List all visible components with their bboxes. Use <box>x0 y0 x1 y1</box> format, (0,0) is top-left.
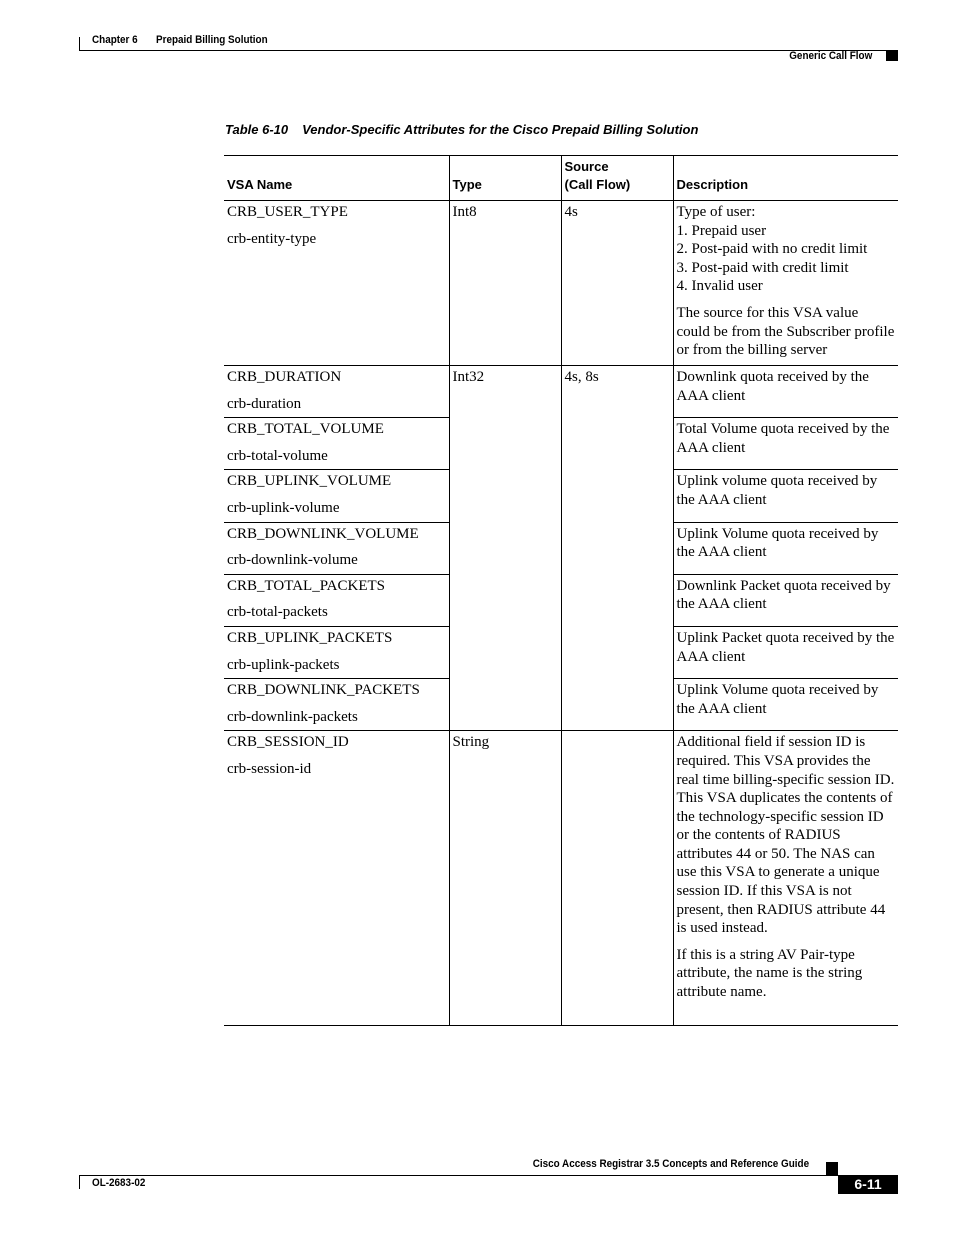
desc-paragraph: Additional field if session ID is required. This VSA provides the real time billing-specific session ID. This VSA duplicates the contents of the technology-specific session ID or the contents of RADIUS attributes 44 or 50. The NAS can use this VSA to generate a unique session ID. If this VSA is not present, then RADIUS attribute 44 is used instead. <box>676 734 895 937</box>
vsa-name-cell <box>224 679 449 731</box>
vsa-source: 4s <box>561 201 673 366</box>
vsa-alias: crb-duration <box>227 395 302 412</box>
vsa-alias: crb-total-packets <box>227 604 328 621</box>
header-rule <box>79 50 898 51</box>
vsa-name: CRB_SESSION_ID <box>227 734 349 751</box>
vsa-name: CRB_TOTAL_VOLUME <box>227 421 384 438</box>
vsa-alias: crb-entity-type <box>227 230 317 247</box>
vsa-alias: crb-uplink-volume <box>227 499 340 516</box>
vsa-description <box>673 201 898 366</box>
desc-note: The source for this VSA value could be from the Subscriber profile or from the billing server <box>676 304 895 359</box>
col-header-type: Type <box>449 156 561 201</box>
table-caption-title: Vendor-Specific Attributes for the Cisco Prepaid Billing Solution <box>302 122 699 137</box>
vsa-name-cell <box>224 201 449 366</box>
desc-list <box>677 203 896 296</box>
vsa-description: Uplink Volume quota received by the AAA client <box>673 679 898 731</box>
footer-page-number: 6-11 <box>838 1175 898 1194</box>
col-header-description: Description <box>673 156 898 201</box>
vsa-name-cell <box>224 731 449 1026</box>
vsa-description <box>673 731 898 1026</box>
col-header-vsa-name: VSA Name <box>224 156 449 201</box>
vsa-type: String <box>449 731 561 1026</box>
vsa-description: Uplink Packet quota received by the AAA client <box>673 626 898 678</box>
table-header-row <box>224 156 898 201</box>
vsa-name: CRB_UPLINK_PACKETS <box>227 629 393 646</box>
vsa-description: Downlink quota received by the AAA client <box>673 366 898 418</box>
col-header-source <box>561 156 673 201</box>
table-caption <box>225 122 698 137</box>
vsa-source <box>561 731 673 1026</box>
desc-item: 1. Prepaid user <box>676 222 767 239</box>
vsa-alias: crb-session-id <box>227 760 312 777</box>
vsa-name-cell <box>224 626 449 678</box>
col-header-source-line2: (Call Flow) <box>564 177 631 192</box>
vsa-type: Int8 <box>449 201 561 366</box>
header-section: Prepaid Billing Solution <box>156 34 268 46</box>
footer-rule <box>79 1175 898 1176</box>
col-header-source-line1: Source <box>564 159 609 174</box>
vsa-name: CRB_DURATION <box>227 369 342 385</box>
vsa-name-cell <box>224 470 449 522</box>
header-right-title: Generic Call Flow <box>788 50 872 62</box>
vsa-alias: crb-uplink-packets <box>227 656 340 673</box>
vsa-alias: crb-downlink-volume <box>227 552 358 569</box>
vsa-alias: crb-total-volume <box>227 447 328 464</box>
vsa-name: CRB_USER_TYPE <box>227 204 348 220</box>
table-caption-number: Table 6-10 <box>225 122 289 137</box>
footer-marker-block <box>826 1162 838 1175</box>
vsa-name-cell <box>224 522 449 574</box>
vsa-description: Uplink volume quota received by the AAA client <box>673 470 898 522</box>
table-row <box>224 201 898 366</box>
desc-item: 3. Post-paid with credit limit <box>676 259 849 276</box>
vsa-description: Downlink Packet quota received by the AAA client <box>673 574 898 626</box>
vsa-name-cell <box>224 366 449 418</box>
desc-item: 4. Invalid user <box>676 278 763 295</box>
header-marker-block <box>886 50 898 61</box>
vsa-description: Total Volume quota received by the AAA client <box>673 418 898 470</box>
vsa-name-cell <box>224 418 449 470</box>
footer-left-bar <box>79 1175 80 1189</box>
vsa-name: CRB_DOWNLINK_PACKETS <box>227 682 420 699</box>
footer-guide-title: Cisco Access Registrar 3.5 Concepts and Reference Guide <box>532 1158 809 1170</box>
vsa-description: Uplink Volume quota received by the AAA client <box>673 522 898 574</box>
vsa-name: CRB_DOWNLINK_VOLUME <box>227 525 419 542</box>
vsa-table <box>224 155 898 1026</box>
vsa-source-group: 4s, 8s <box>561 366 673 731</box>
vsa-type-group: Int32 <box>449 366 561 731</box>
desc-paragraph: If this is a string AV Pair-type attribute, the name is the string attribute name. <box>676 946 863 1001</box>
vsa-name: CRB_UPLINK_VOLUME <box>227 473 392 490</box>
table-row <box>224 366 898 418</box>
header-chapter: Chapter 6 <box>92 34 138 46</box>
vsa-name-cell <box>224 574 449 626</box>
footer-doc-number: OL-2683-02 <box>92 1177 146 1189</box>
vsa-alias: crb-downlink-packets <box>227 708 358 725</box>
vsa-name: CRB_TOTAL_PACKETS <box>227 577 385 594</box>
desc-item: 2. Post-paid with no credit limit <box>676 241 868 258</box>
table-row <box>224 731 898 1026</box>
desc-title: Type of user: <box>676 204 756 220</box>
